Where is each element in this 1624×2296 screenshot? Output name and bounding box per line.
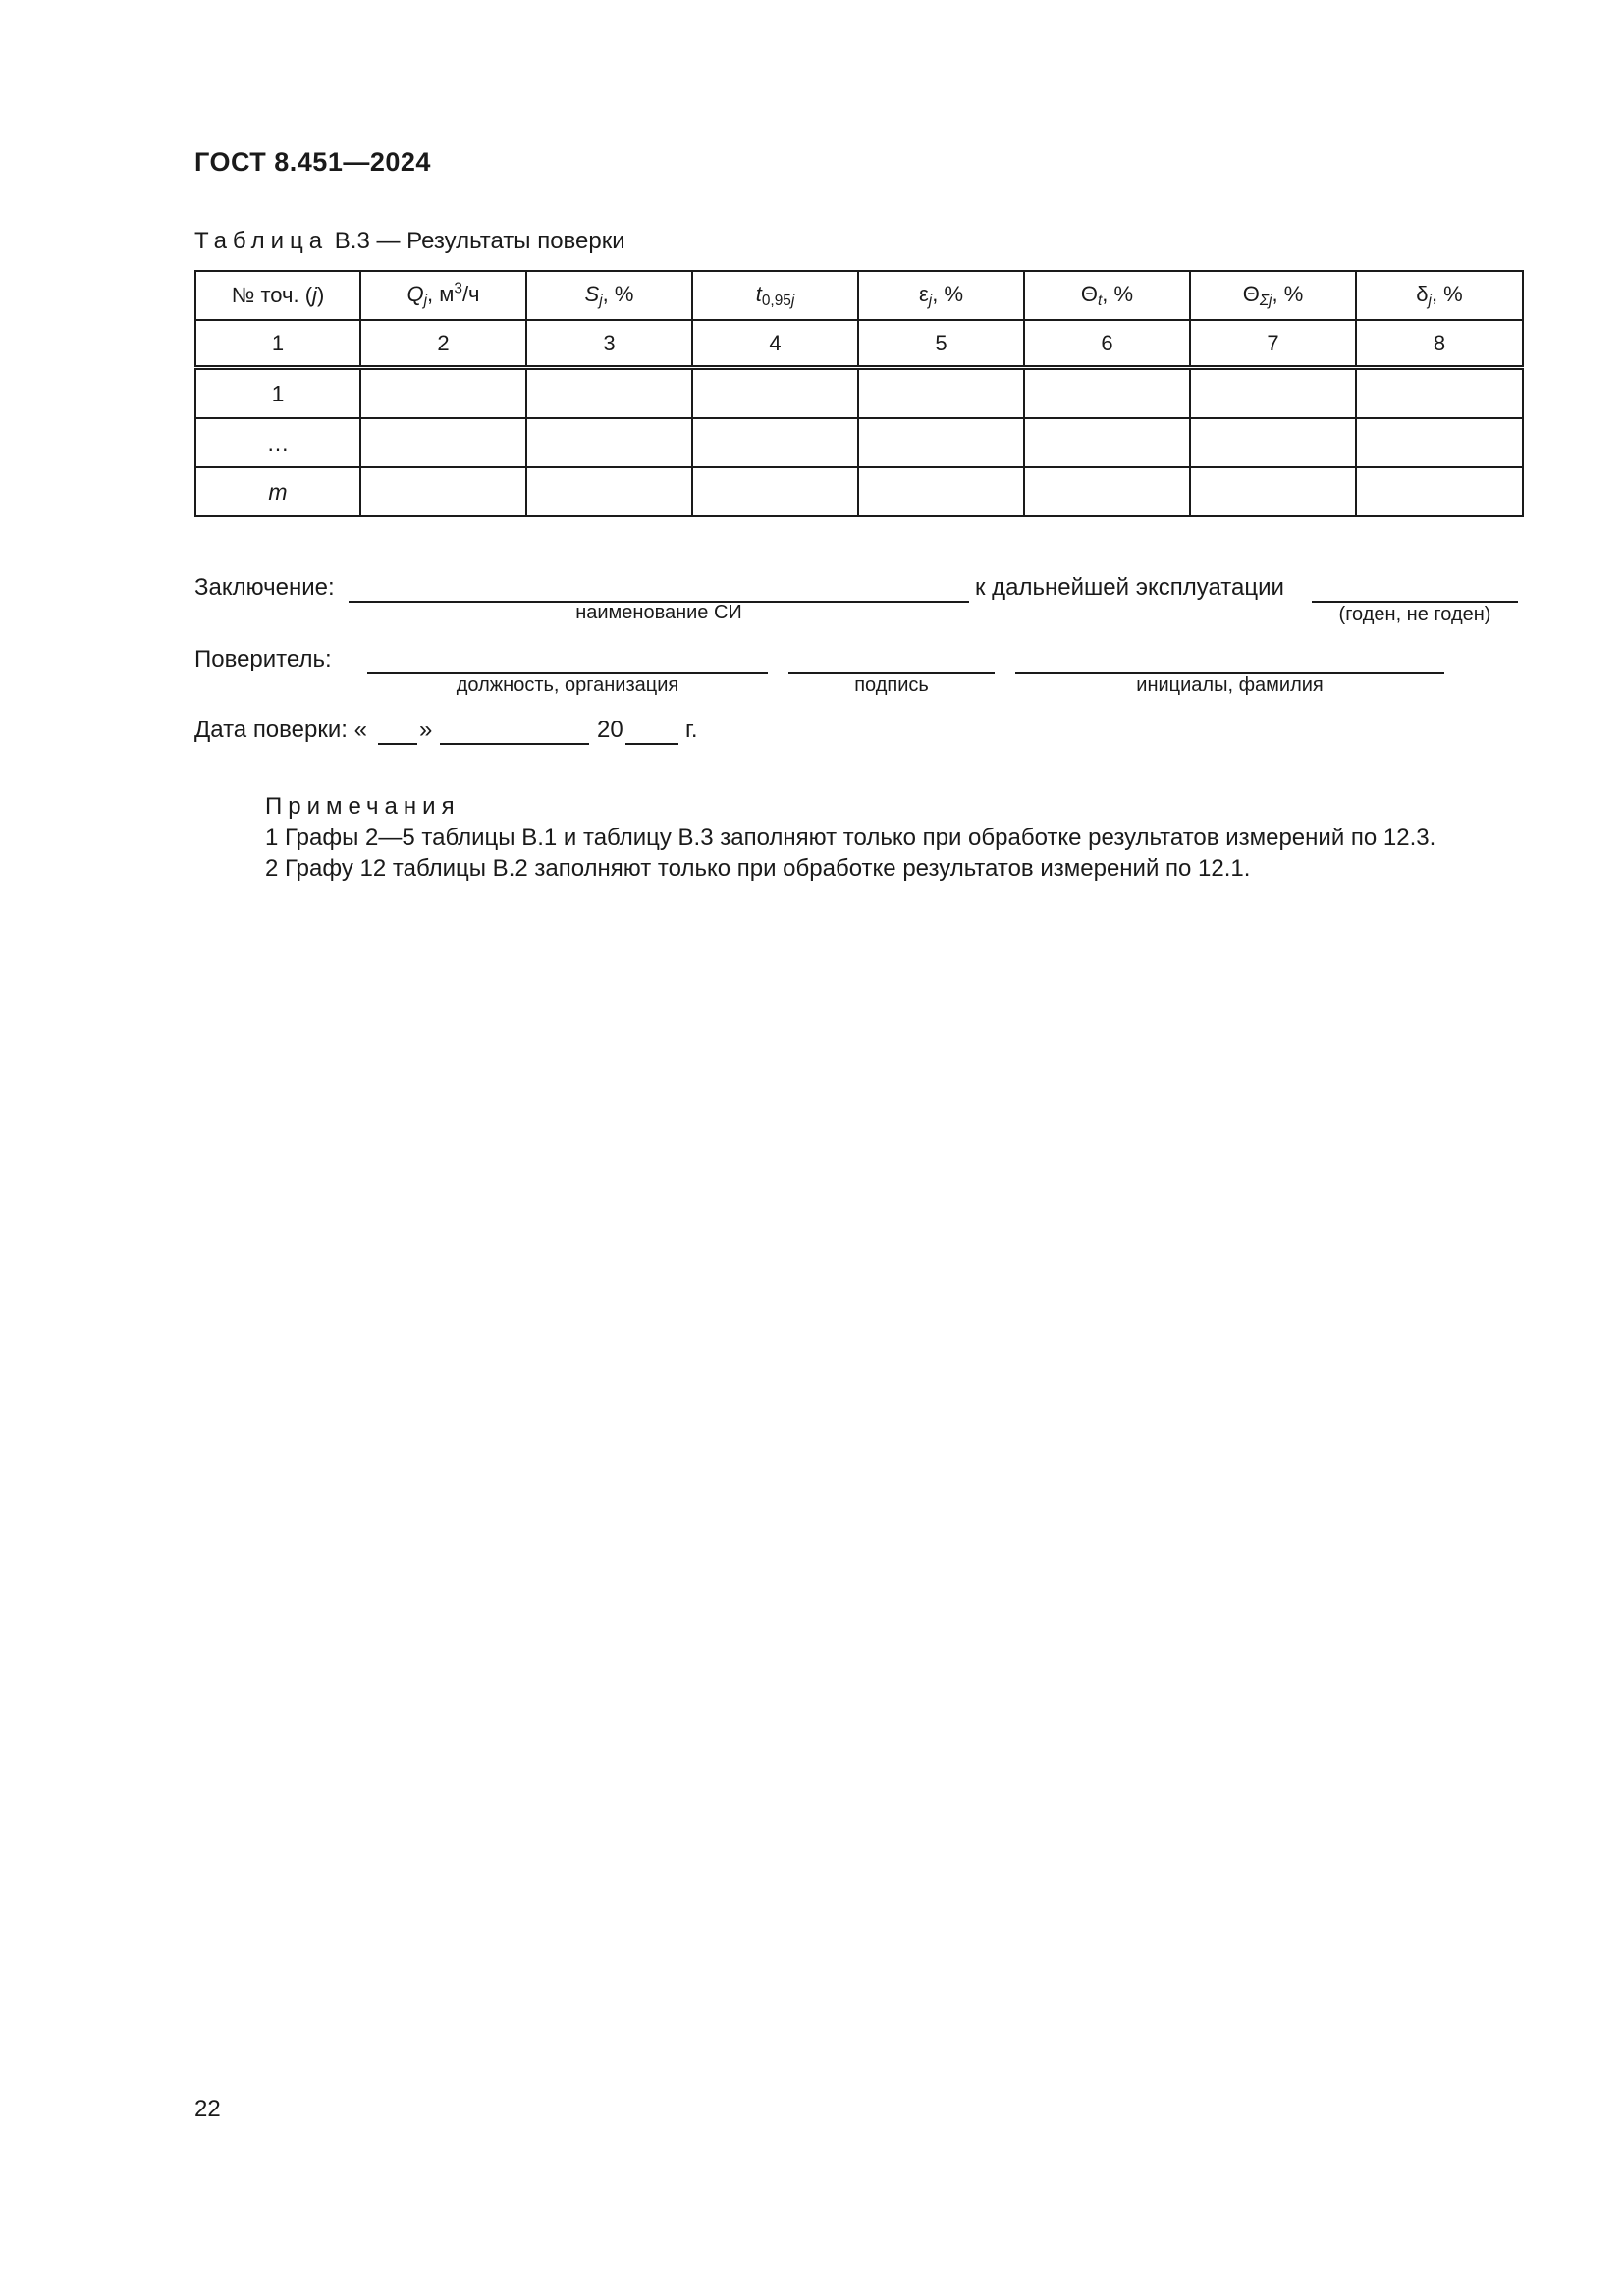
empty-cell — [526, 467, 692, 516]
page-number: 22 — [194, 2096, 221, 2122]
empty-cell — [1356, 368, 1523, 419]
header-systematic-error-sum: $\Theta_{\Sigma j}$, % — [1190, 271, 1356, 320]
column-number: 4 — [692, 320, 858, 368]
fitness-hint: (годен, не годен) — [1338, 604, 1491, 625]
column-number: 5 — [858, 320, 1024, 368]
full-name-hint: инициалы, фамилия — [1136, 674, 1324, 696]
table-header-row — [195, 271, 1523, 320]
empty-cell — [1024, 418, 1190, 467]
point-number-cell: m — [195, 467, 360, 516]
position-hint: должность, организация — [456, 674, 679, 696]
empty-cell — [526, 368, 692, 419]
empty-cell — [1024, 467, 1190, 516]
note-item: 1 Графы 2—5 таблицы В.1 и таблицу В.3 заполняют только при обработке результатов измерений по 12.3. — [265, 825, 1436, 851]
empty-cell — [360, 368, 526, 419]
column-number: 3 — [526, 320, 692, 368]
header-point-number: № точ. (j) — [195, 271, 360, 320]
table-row — [195, 467, 1523, 516]
column-number-row — [195, 320, 1523, 368]
table-caption — [194, 228, 625, 255]
day-blank[interactable] — [378, 743, 417, 745]
column-number: 6 — [1024, 320, 1190, 368]
note-item: 2 Графу 12 таблицы В.2 заполняют только при обработке результатов измерений по 12.1. — [265, 855, 1251, 881]
table-caption-title: В.3 — Результаты поверки — [328, 228, 625, 254]
empty-cell — [1024, 368, 1190, 419]
empty-cell — [360, 467, 526, 516]
date-year-suffix: г. — [685, 717, 698, 743]
header-flow-rate: $Q_j$, $м^3/ч$ — [360, 271, 526, 320]
empty-cell — [1190, 418, 1356, 467]
year-blank[interactable] — [625, 743, 678, 745]
date-year-prefix: 20 — [597, 717, 623, 743]
signature-hint: подпись — [854, 674, 929, 696]
point-number-cell: … — [195, 418, 360, 467]
verification-results-table — [194, 270, 1524, 517]
header-student-coefficient: $t_{0,95j}$ — [692, 271, 858, 320]
column-number: 7 — [1190, 320, 1356, 368]
verification-date-label: Дата поверки: « — [194, 717, 367, 743]
date-quote-close: » — [419, 717, 433, 743]
header-random-error: $\varepsilon_j$, % — [858, 271, 1024, 320]
table-row — [195, 418, 1523, 467]
empty-cell — [1356, 467, 1523, 516]
empty-cell — [1356, 418, 1523, 467]
fitness-blank[interactable] — [1312, 601, 1518, 603]
header-std-deviation: $S_j$, % — [526, 271, 692, 320]
month-blank[interactable] — [440, 743, 589, 745]
empty-cell — [360, 418, 526, 467]
column-number: 8 — [1356, 320, 1523, 368]
conclusion-mid-text: к дальнейшей эксплуатации — [975, 574, 1284, 601]
header-systematic-error-t: $\Theta_t$, % — [1024, 271, 1190, 320]
empty-cell — [692, 467, 858, 516]
empty-cell — [1190, 368, 1356, 419]
table-row — [195, 368, 1523, 419]
column-number: 2 — [360, 320, 526, 368]
empty-cell — [1190, 467, 1356, 516]
table-caption-prefix: Таблица — [194, 228, 329, 254]
header-relative-error: $\delta_j$, % — [1356, 271, 1523, 320]
empty-cell — [858, 368, 1024, 419]
empty-cell — [858, 467, 1024, 516]
document-code: ГОСТ 8.451—2024 — [194, 147, 431, 177]
column-number: 1 — [195, 320, 360, 368]
notes-title: Примечания — [265, 793, 460, 820]
empty-cell — [692, 418, 858, 467]
si-name-hint: наименование СИ — [575, 602, 742, 623]
empty-cell — [526, 418, 692, 467]
empty-cell — [858, 418, 1024, 467]
point-number-cell: 1 — [195, 368, 360, 419]
verifier-label: Поверитель: — [194, 646, 332, 672]
empty-cell — [692, 368, 858, 419]
conclusion-label: Заключение: — [194, 574, 335, 601]
